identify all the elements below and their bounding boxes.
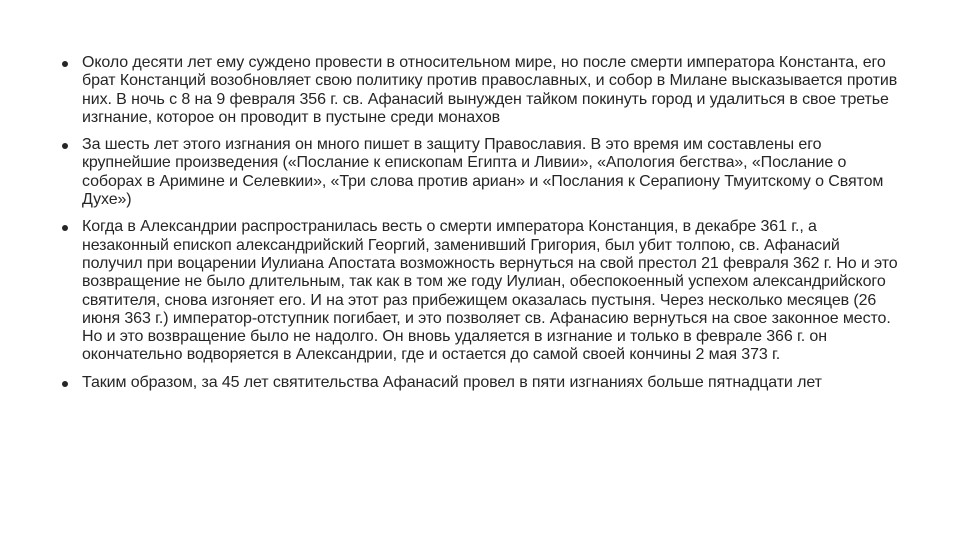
bullet-text: Около десяти лет ему суждено провести в относительном мире, но после смерти императора Константа, его брат Констанций возобновляет свою политику против православных, и собор в Милане высказывается против них. В ночь с 8 на 9 февраля 356 г. св. Афанасий вынужден тайком покинуть город и удалиться в свое третье изгнание, которое он проводит в пустыне среди монахов bbox=[82, 54, 898, 126]
list-item bbox=[62, 136, 902, 209]
bullet-text: Когда в Александрии распространилась весть о смерти императора Констанция, в декабре 361 г., а незаконный епископ александрийский Георгий, заменивший Григория, был убит толпою, св. Афанасий получил при воцарении Иулиана Апостата возможность вернуться на свой престол 21 февраля 362 г. Но и это возвращение не было длительным, так как в том же году Иулиан, обеспокоенный успехом александрийского святителя, снова изгоняет его. И на этот раз прибежищем оказалась пустыня. Через несколько месяцев (26 июня 363 г.) император-отступник погибает, и это позволяет св. Афанасию вернуться на свое законное место. Но и это возвращение было не надолго. Он вновь удаляется в изгнание и только в феврале 366 г. он окончательно водворяется в Александрии, где и остается до самой своей кончины 2 мая 373 г. bbox=[82, 218, 898, 364]
bullet-text: Таким образом, за 45 лет святительства Афанасий провел в пяти изгнаниях больше пятнадцати лет bbox=[82, 373, 822, 391]
bullet-icon bbox=[62, 381, 68, 387]
list-item bbox=[62, 54, 902, 127]
bullet-icon bbox=[62, 143, 68, 149]
bullet-text: За шесть лет этого изгнания он много пишет в защиту Православия. В это время им составлены его крупнейшие произведения («Послание к епископам Египта и Ливии», «Апология бегства», «Послание о соборах в Аримине и Селевкии», «Три слова против ариан» и «Послания к Серапиону Тмуитскому о Святом Духе») bbox=[82, 136, 884, 209]
list-item bbox=[62, 374, 902, 392]
bullet-icon bbox=[62, 225, 68, 231]
bullet-icon bbox=[62, 61, 68, 67]
list-item bbox=[62, 218, 902, 364]
bullet-list bbox=[62, 54, 902, 401]
